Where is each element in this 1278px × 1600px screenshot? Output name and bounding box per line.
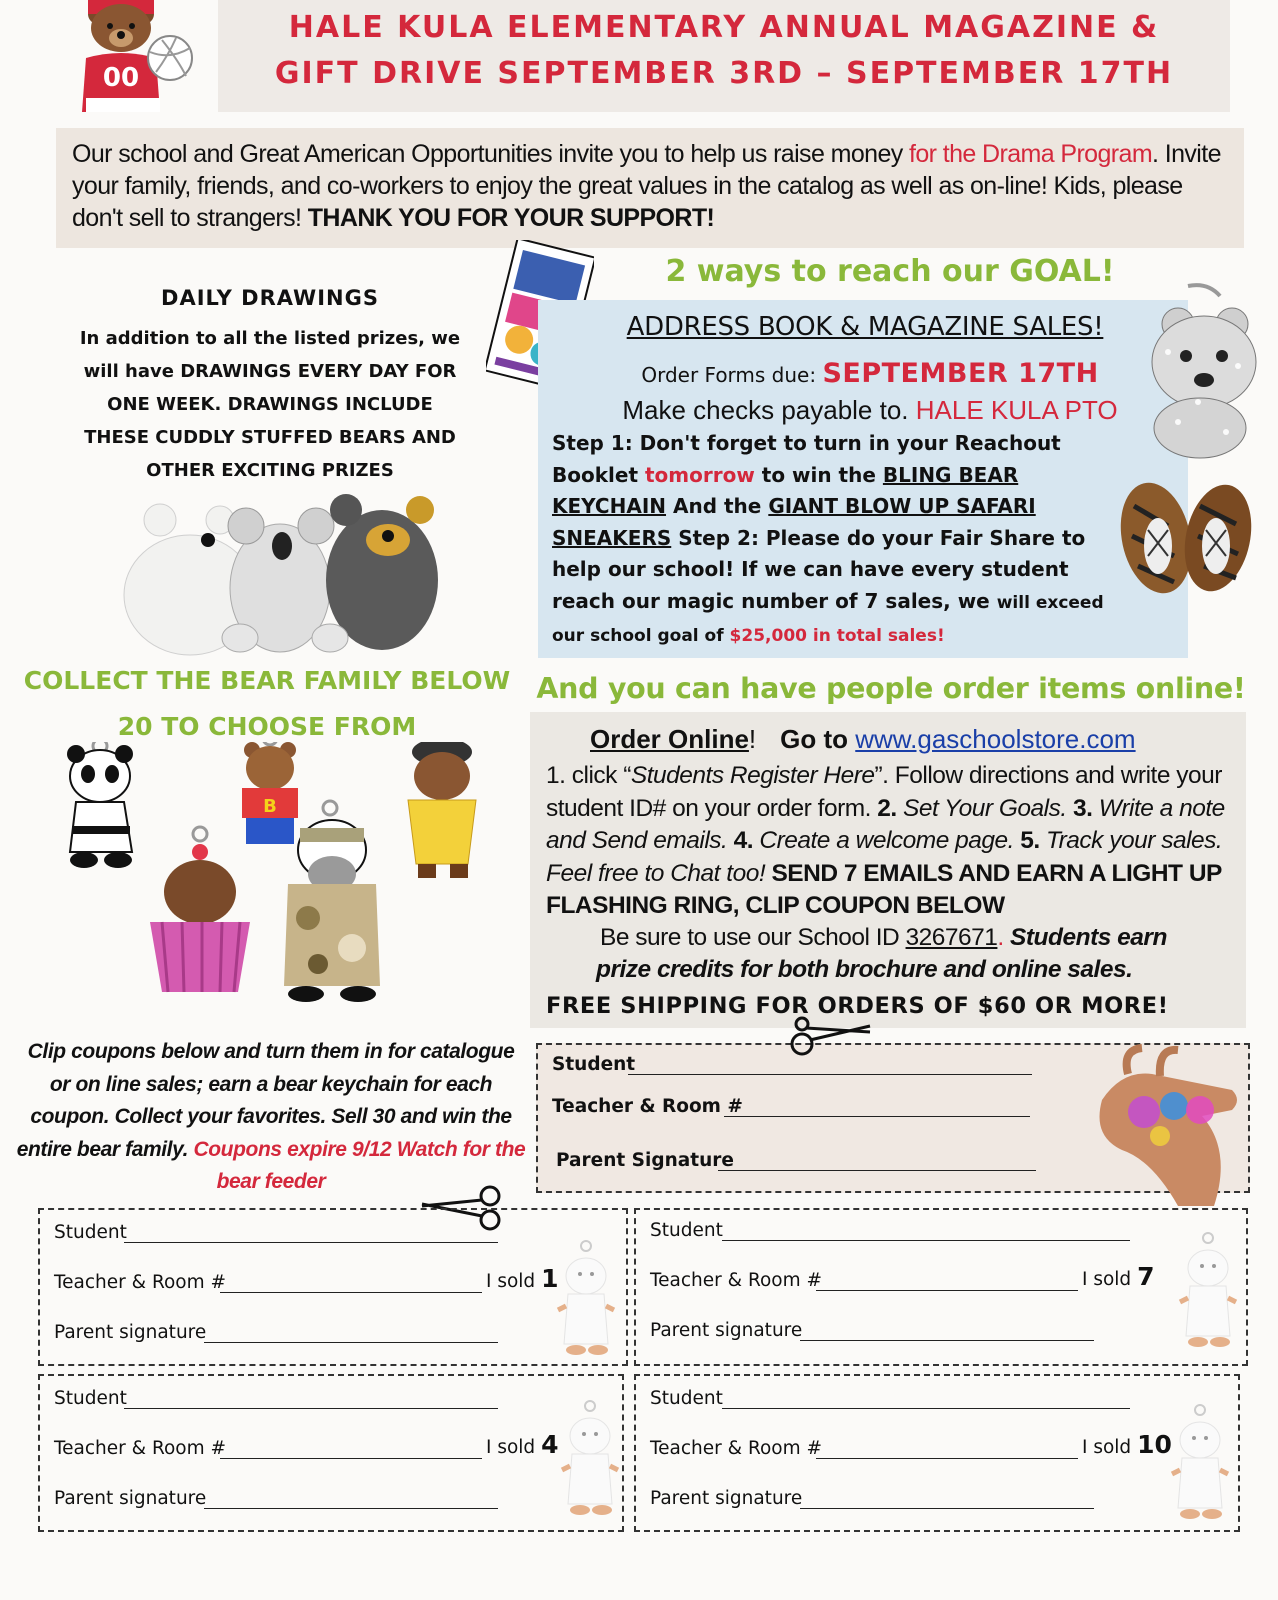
send-emails-offer: SEND 7 EMAILS AND EARN A LIGHT UP FLASHING RING, CLIP COUPON BELOW bbox=[546, 859, 1222, 919]
coupon-parent-label: Parent signature bbox=[650, 1488, 803, 1509]
step-text: Step 2: Please do your Fair Share to help our school! If we can have every student reach our magic number of 7 sales, we bbox=[552, 525, 1086, 613]
school-id-label: Be sure to use our School ID bbox=[600, 924, 906, 951]
choose-count-subtitle: 20 TO CHOOSE FROM bbox=[117, 712, 417, 741]
sold-number: 10 bbox=[1137, 1430, 1172, 1459]
coupon-teacher-line[interactable] bbox=[816, 1458, 1078, 1459]
intro-drama-highlight: for the Drama Program bbox=[909, 140, 1153, 168]
intro-thanks: THANK YOU FOR YOUR SUPPORT! bbox=[307, 204, 715, 232]
step-text: . click “ bbox=[559, 762, 631, 789]
go-to-label: Go to bbox=[780, 724, 856, 754]
coupon-teacher-line[interactable] bbox=[220, 1458, 482, 1459]
coupon-sold-count bbox=[1082, 1262, 1154, 1291]
order-online-heading: And you can have people order items online! bbox=[536, 672, 1246, 705]
free-shipping-note: FREE SHIPPING FOR ORDERS OF $60 OR MORE! bbox=[546, 993, 1169, 1019]
ring-coupon-parent-label: Parent Signature bbox=[556, 1150, 734, 1171]
coupon-teacher-label: Teacher & Room # bbox=[650, 1270, 823, 1291]
coupon-sold-count bbox=[486, 1430, 558, 1459]
sold-label: I sold bbox=[1082, 1269, 1138, 1290]
sold-label: I sold bbox=[1082, 1437, 1138, 1458]
step-tomorrow: tomorrow bbox=[644, 462, 755, 487]
coupon-student-line[interactable] bbox=[124, 1242, 498, 1243]
coupon-teacher-label: Teacher & Room # bbox=[54, 1438, 227, 1459]
coupon-student-line[interactable] bbox=[722, 1408, 1130, 1409]
online-steps-text bbox=[546, 760, 1246, 923]
ring-coupon-parent-line[interactable] bbox=[718, 1170, 1036, 1171]
coupon-parent-label: Parent signature bbox=[54, 1322, 207, 1343]
payable-to: HALE KULA PTO bbox=[915, 395, 1118, 425]
clip-note-text: Clip coupons below and turn them in for catalogue or on line sales; earn a bear keychain for each coupon. Collect your favorites. Sell 30 and win the entire bear family. bbox=[16, 1040, 515, 1161]
daily-line: will have DRAWINGS EVERY DAY FOR bbox=[83, 361, 457, 382]
intro-paragraph bbox=[56, 128, 1244, 248]
coupon-student-label: Student bbox=[650, 1388, 723, 1409]
coupon-teacher-label: Teacher & Room # bbox=[54, 1272, 227, 1293]
step-text: ”. Follow directions and write your student ID# on your order form. bbox=[546, 762, 1222, 822]
coupon-teacher-label: Teacher & Room # bbox=[650, 1438, 823, 1459]
step-number: 5. bbox=[1020, 827, 1040, 854]
clip-coupons-note bbox=[16, 1036, 526, 1199]
step-number: 3. bbox=[1072, 794, 1093, 822]
sold-label: I sold bbox=[486, 1271, 542, 1292]
checks-payable bbox=[560, 395, 1180, 426]
coupon-student-label: Student bbox=[650, 1220, 723, 1241]
svg-text:B: B bbox=[263, 796, 277, 817]
coupon-student-line[interactable] bbox=[124, 1408, 498, 1409]
bear-outline-icon bbox=[1168, 1404, 1232, 1524]
ring-coupon-teacher-line[interactable] bbox=[724, 1116, 1030, 1117]
order-online-line bbox=[590, 724, 1240, 755]
due-label: Order Forms due: bbox=[641, 363, 823, 387]
header-banner bbox=[218, 0, 1230, 112]
safari-sneakers-image bbox=[1118, 466, 1254, 606]
step-text: Step 1: Don't forget to turn in your Reachout Booklet bbox=[552, 431, 1061, 487]
bear-keychains-image bbox=[62, 742, 502, 1022]
step-text: will exceed our school goal of bbox=[552, 592, 1104, 646]
coupon-parent-label: Parent signature bbox=[54, 1488, 207, 1509]
coupon-parent-label: Parent signature bbox=[650, 1320, 803, 1341]
intro-text-2: . Invite your family, friends, and co-workers to enjoy the great values in the catalog as well as on-line! Kids, please don't sell to strangers! bbox=[72, 140, 1221, 232]
goal-title: 2 ways to reach our GOAL! bbox=[665, 254, 1115, 289]
goal-amount: $25,000 in total sales! bbox=[729, 626, 945, 646]
step-number: 2. bbox=[877, 794, 897, 822]
school-id-line bbox=[600, 924, 1240, 952]
bear-mascot-image bbox=[58, 0, 198, 118]
coupon-parent-line[interactable] bbox=[204, 1508, 498, 1509]
daily-line: THESE CUDDLY STUFFED BEARS AND bbox=[84, 427, 456, 448]
step-number: 4. bbox=[733, 827, 754, 854]
daily-line: ONE WEEK. DRAWINGS INCLUDE bbox=[107, 394, 433, 415]
daily-drawings-text bbox=[44, 322, 496, 487]
step-text: to win the bbox=[754, 462, 883, 487]
order-online-bang: ! bbox=[748, 724, 757, 754]
bear-outline-icon bbox=[1176, 1232, 1240, 1352]
bear-outline-icon bbox=[558, 1400, 622, 1520]
step-text: Track your sales. Feel free to Chat too! bbox=[546, 827, 1223, 887]
step-number: 1 bbox=[546, 762, 560, 789]
header-title-line-1: HALE KULA ELEMENTARY ANNUAL MAGAZINE & bbox=[288, 10, 1160, 45]
daily-drawings-title: DAILY DRAWINGS bbox=[161, 286, 379, 310]
coupon-student-label: Student bbox=[54, 1388, 127, 1409]
coupon-student-label: Student bbox=[54, 1222, 127, 1243]
coupon-parent-line[interactable] bbox=[800, 1508, 1094, 1509]
bear-outline-icon bbox=[554, 1240, 618, 1360]
ring-coupon-student-line[interactable] bbox=[628, 1074, 1032, 1075]
step-text: And the bbox=[666, 494, 769, 518]
sold-number: 1 bbox=[541, 1264, 559, 1293]
collect-bear-family-title: COLLECT THE BEAR FAMILY BELOW bbox=[23, 666, 511, 695]
step-text: Write a note and Send emails. bbox=[546, 794, 1225, 854]
school-id-value: 3267671 bbox=[905, 924, 998, 951]
sold-label: I sold bbox=[486, 1437, 542, 1458]
coupon-student-line[interactable] bbox=[722, 1240, 1130, 1241]
ring-coupon-student-label: Student bbox=[552, 1054, 636, 1075]
bling-bear-keychain-image bbox=[1128, 282, 1262, 462]
coupon-parent-line[interactable] bbox=[800, 1340, 1094, 1341]
mascot-jersey-number: 00 bbox=[102, 63, 140, 93]
stuffed-bears-photo bbox=[120, 480, 440, 660]
school-store-link[interactable]: www.gaschoolstore.com bbox=[855, 724, 1136, 754]
daily-line: In addition to all the listed prizes, we bbox=[79, 328, 461, 349]
sold-number: 4 bbox=[541, 1430, 559, 1459]
coupon-sold-count bbox=[1082, 1430, 1172, 1459]
step-text: Set Your Goals. bbox=[896, 794, 1073, 822]
coupons-expire-note: Coupons expire 9/12 Watch for the bear feeder bbox=[193, 1137, 526, 1193]
payable-label: Make checks payable to. bbox=[622, 395, 916, 425]
flashing-ring-hand-image bbox=[1082, 1040, 1252, 1206]
ring-coupon-teacher-label: Teacher & Room # bbox=[552, 1096, 743, 1117]
coupon-teacher-line[interactable] bbox=[220, 1292, 482, 1293]
daily-line: OTHER EXCITING PRIZES bbox=[146, 460, 394, 481]
students-register-here: Students Register Here bbox=[630, 762, 875, 789]
order-forms-due bbox=[560, 358, 1180, 389]
step-text: Create a welcome page. bbox=[753, 827, 1021, 854]
coupon-parent-line[interactable] bbox=[204, 1342, 498, 1343]
coupon-teacher-line[interactable] bbox=[816, 1290, 1078, 1291]
prize-safari-sneakers: GIANT BLOW UP SAFARI SNEAKERS bbox=[552, 494, 1036, 550]
intro-text-1: Our school and Great American Opportunities invite you to help us raise money bbox=[72, 140, 909, 168]
school-id-dot: . bbox=[997, 924, 1011, 951]
students-earn: Students earn bbox=[1010, 924, 1167, 951]
scissors-icon bbox=[788, 1014, 872, 1060]
prize-bling-bear: BLING BEAR KEYCHAIN bbox=[552, 462, 1019, 518]
header-title-line-2: GIFT DRIVE SEPTEMBER 3RD – SEPTEMBER 17TH bbox=[274, 56, 1174, 91]
due-date: SEPTEMBER 17TH bbox=[822, 358, 1099, 389]
sales-steps-text bbox=[552, 428, 1138, 653]
address-book-title: ADDRESS BOOK & MAGAZINE SALES! bbox=[626, 312, 1104, 342]
sold-number: 7 bbox=[1137, 1262, 1155, 1291]
coupon-sold-count bbox=[486, 1264, 558, 1293]
order-online-label: Order Online bbox=[590, 724, 749, 754]
prize-credits-line: prize credits for both brochure and online sales. bbox=[596, 956, 1133, 983]
